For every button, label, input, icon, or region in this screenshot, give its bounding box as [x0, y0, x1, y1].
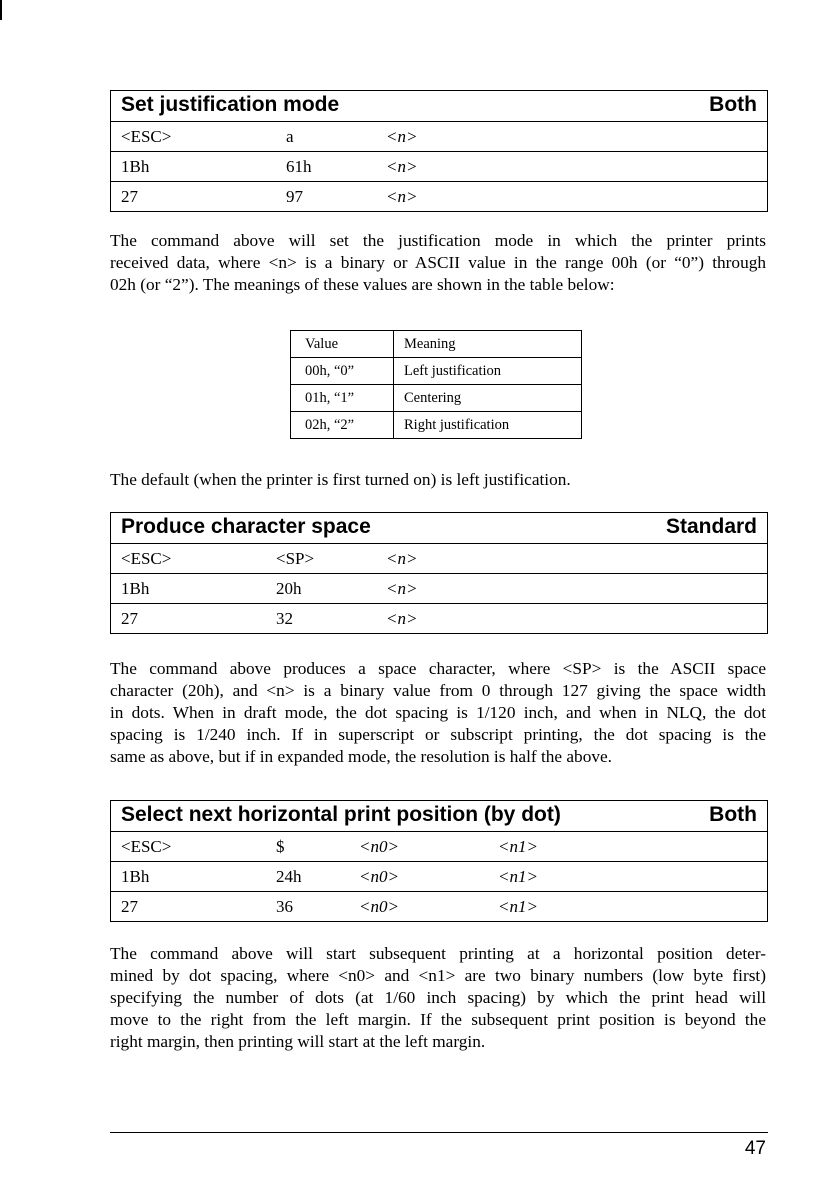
- text-line: move to the right from the left margin. If the subsequent print position is beyond the: [110, 1010, 766, 1029]
- text-line: character (20h), and <n> is a binary value from 0 through 127 giving the space width: [110, 681, 766, 700]
- command-cell: <n>: [386, 549, 418, 568]
- text-line: specifying the number of dots (at 1/60 inch spacing) by which the print head will: [110, 988, 766, 1007]
- command-header: [111, 91, 767, 122]
- command-row: [111, 892, 767, 921]
- command-cell: <n>: [386, 187, 418, 206]
- meaning-cell: Centering: [394, 385, 582, 412]
- command-mode: Standard: [665, 515, 757, 538]
- command-row: [111, 152, 767, 182]
- value-cell: 01h, “1”: [291, 385, 394, 412]
- command-cell: <ESC>: [121, 549, 172, 568]
- command-cell: 27: [121, 187, 138, 206]
- command-table-character-space: [110, 512, 768, 634]
- command-table-horizontal-position: [110, 800, 768, 922]
- text-line: The command above produces a space character, where <SP> is the ASCII space: [110, 659, 766, 678]
- command-header: [111, 801, 767, 832]
- command-cell: <n0>: [359, 897, 399, 916]
- command-cell: <n>: [386, 609, 418, 628]
- text-line: 02h (or “2”). The meanings of these values are shown in the table below:: [110, 275, 615, 294]
- text-line: The default (when the printer is first turned on) is left justification.: [110, 470, 571, 489]
- command-cell: a: [286, 127, 294, 146]
- command-table-justification: [110, 90, 768, 212]
- command-cell: 27: [121, 609, 138, 628]
- meaning-cell: Right justification: [394, 412, 582, 439]
- command-row: [111, 832, 767, 862]
- command-row: [111, 182, 767, 211]
- text-line: right margin, then printing will start at the left margin.: [110, 1032, 486, 1051]
- header-meaning: Meaning: [394, 331, 582, 358]
- paragraph-horizontal-position: [110, 943, 766, 1053]
- text-line: spacing is 1/240 inch. If in superscript or subscript printing, the dot spacing is the: [110, 725, 766, 744]
- command-title: Select next horizontal print position (by dot): [121, 803, 561, 826]
- command-cell: 27: [121, 897, 138, 916]
- command-cell: 24h: [276, 867, 302, 886]
- scan-mark: [0, 0, 2, 20]
- value-cell: 02h, “2”: [291, 412, 394, 439]
- command-cell: $: [276, 837, 285, 856]
- command-row: [111, 604, 767, 633]
- command-cell: <ESC>: [121, 837, 172, 856]
- header-value: Value: [291, 331, 394, 358]
- command-cell: <n>: [386, 579, 418, 598]
- command-cell: <n1>: [498, 837, 538, 856]
- command-cell: <n>: [386, 157, 418, 176]
- command-cell: 1Bh: [121, 579, 150, 598]
- command-mode: Both: [709, 803, 757, 826]
- command-row: [111, 574, 767, 604]
- command-header: [111, 513, 767, 544]
- paragraph-justification: [110, 230, 766, 296]
- value-meaning-table: [290, 330, 582, 439]
- command-cell: 20h: [276, 579, 302, 598]
- command-cell: <n1>: [498, 897, 538, 916]
- text-line: in dots. When in draft mode, the dot spacing is 1/120 inch, and when in NLQ, the dot: [110, 703, 766, 722]
- command-cell: 97: [286, 187, 303, 206]
- text-line: The command above will set the justification mode in which the printer prints: [110, 231, 766, 250]
- command-row: [111, 544, 767, 574]
- command-title: Set justification mode: [121, 93, 340, 116]
- paragraph-character-space: [110, 658, 766, 768]
- command-cell: <n0>: [359, 867, 399, 886]
- text-line: received data, where <n> is a binary or ASCII value in the range 00h (or “0”) through: [110, 253, 766, 272]
- command-title: Produce character space: [121, 515, 371, 538]
- meaning-cell: Left justification: [394, 358, 582, 385]
- value-cell: 00h, “0”: [291, 358, 394, 385]
- paragraph-default: [110, 469, 766, 491]
- command-cell: <SP>: [276, 549, 315, 568]
- command-row: [111, 862, 767, 892]
- command-cell: 1Bh: [121, 867, 150, 886]
- page-number: 47: [744, 1138, 766, 1159]
- command-cell: 1Bh: [121, 157, 150, 176]
- command-row: [111, 122, 767, 152]
- footer-rule: [110, 1132, 768, 1133]
- command-cell: <n>: [386, 127, 418, 146]
- command-cell: <n1>: [498, 867, 538, 886]
- command-cell: 36: [276, 897, 293, 916]
- command-cell: <ESC>: [121, 127, 172, 146]
- text-line: mined by dot spacing, where <n0> and <n1> are two binary numbers (low byte first): [110, 966, 766, 985]
- text-line: The command above will start subsequent printing at a horizontal position deter-: [110, 944, 766, 963]
- command-mode: Both: [709, 93, 757, 116]
- text-line: same as above, but if in expanded mode, the resolution is half the above.: [110, 747, 612, 766]
- command-cell: 61h: [286, 157, 312, 176]
- command-cell: 32: [276, 609, 293, 628]
- command-cell: <n0>: [359, 837, 399, 856]
